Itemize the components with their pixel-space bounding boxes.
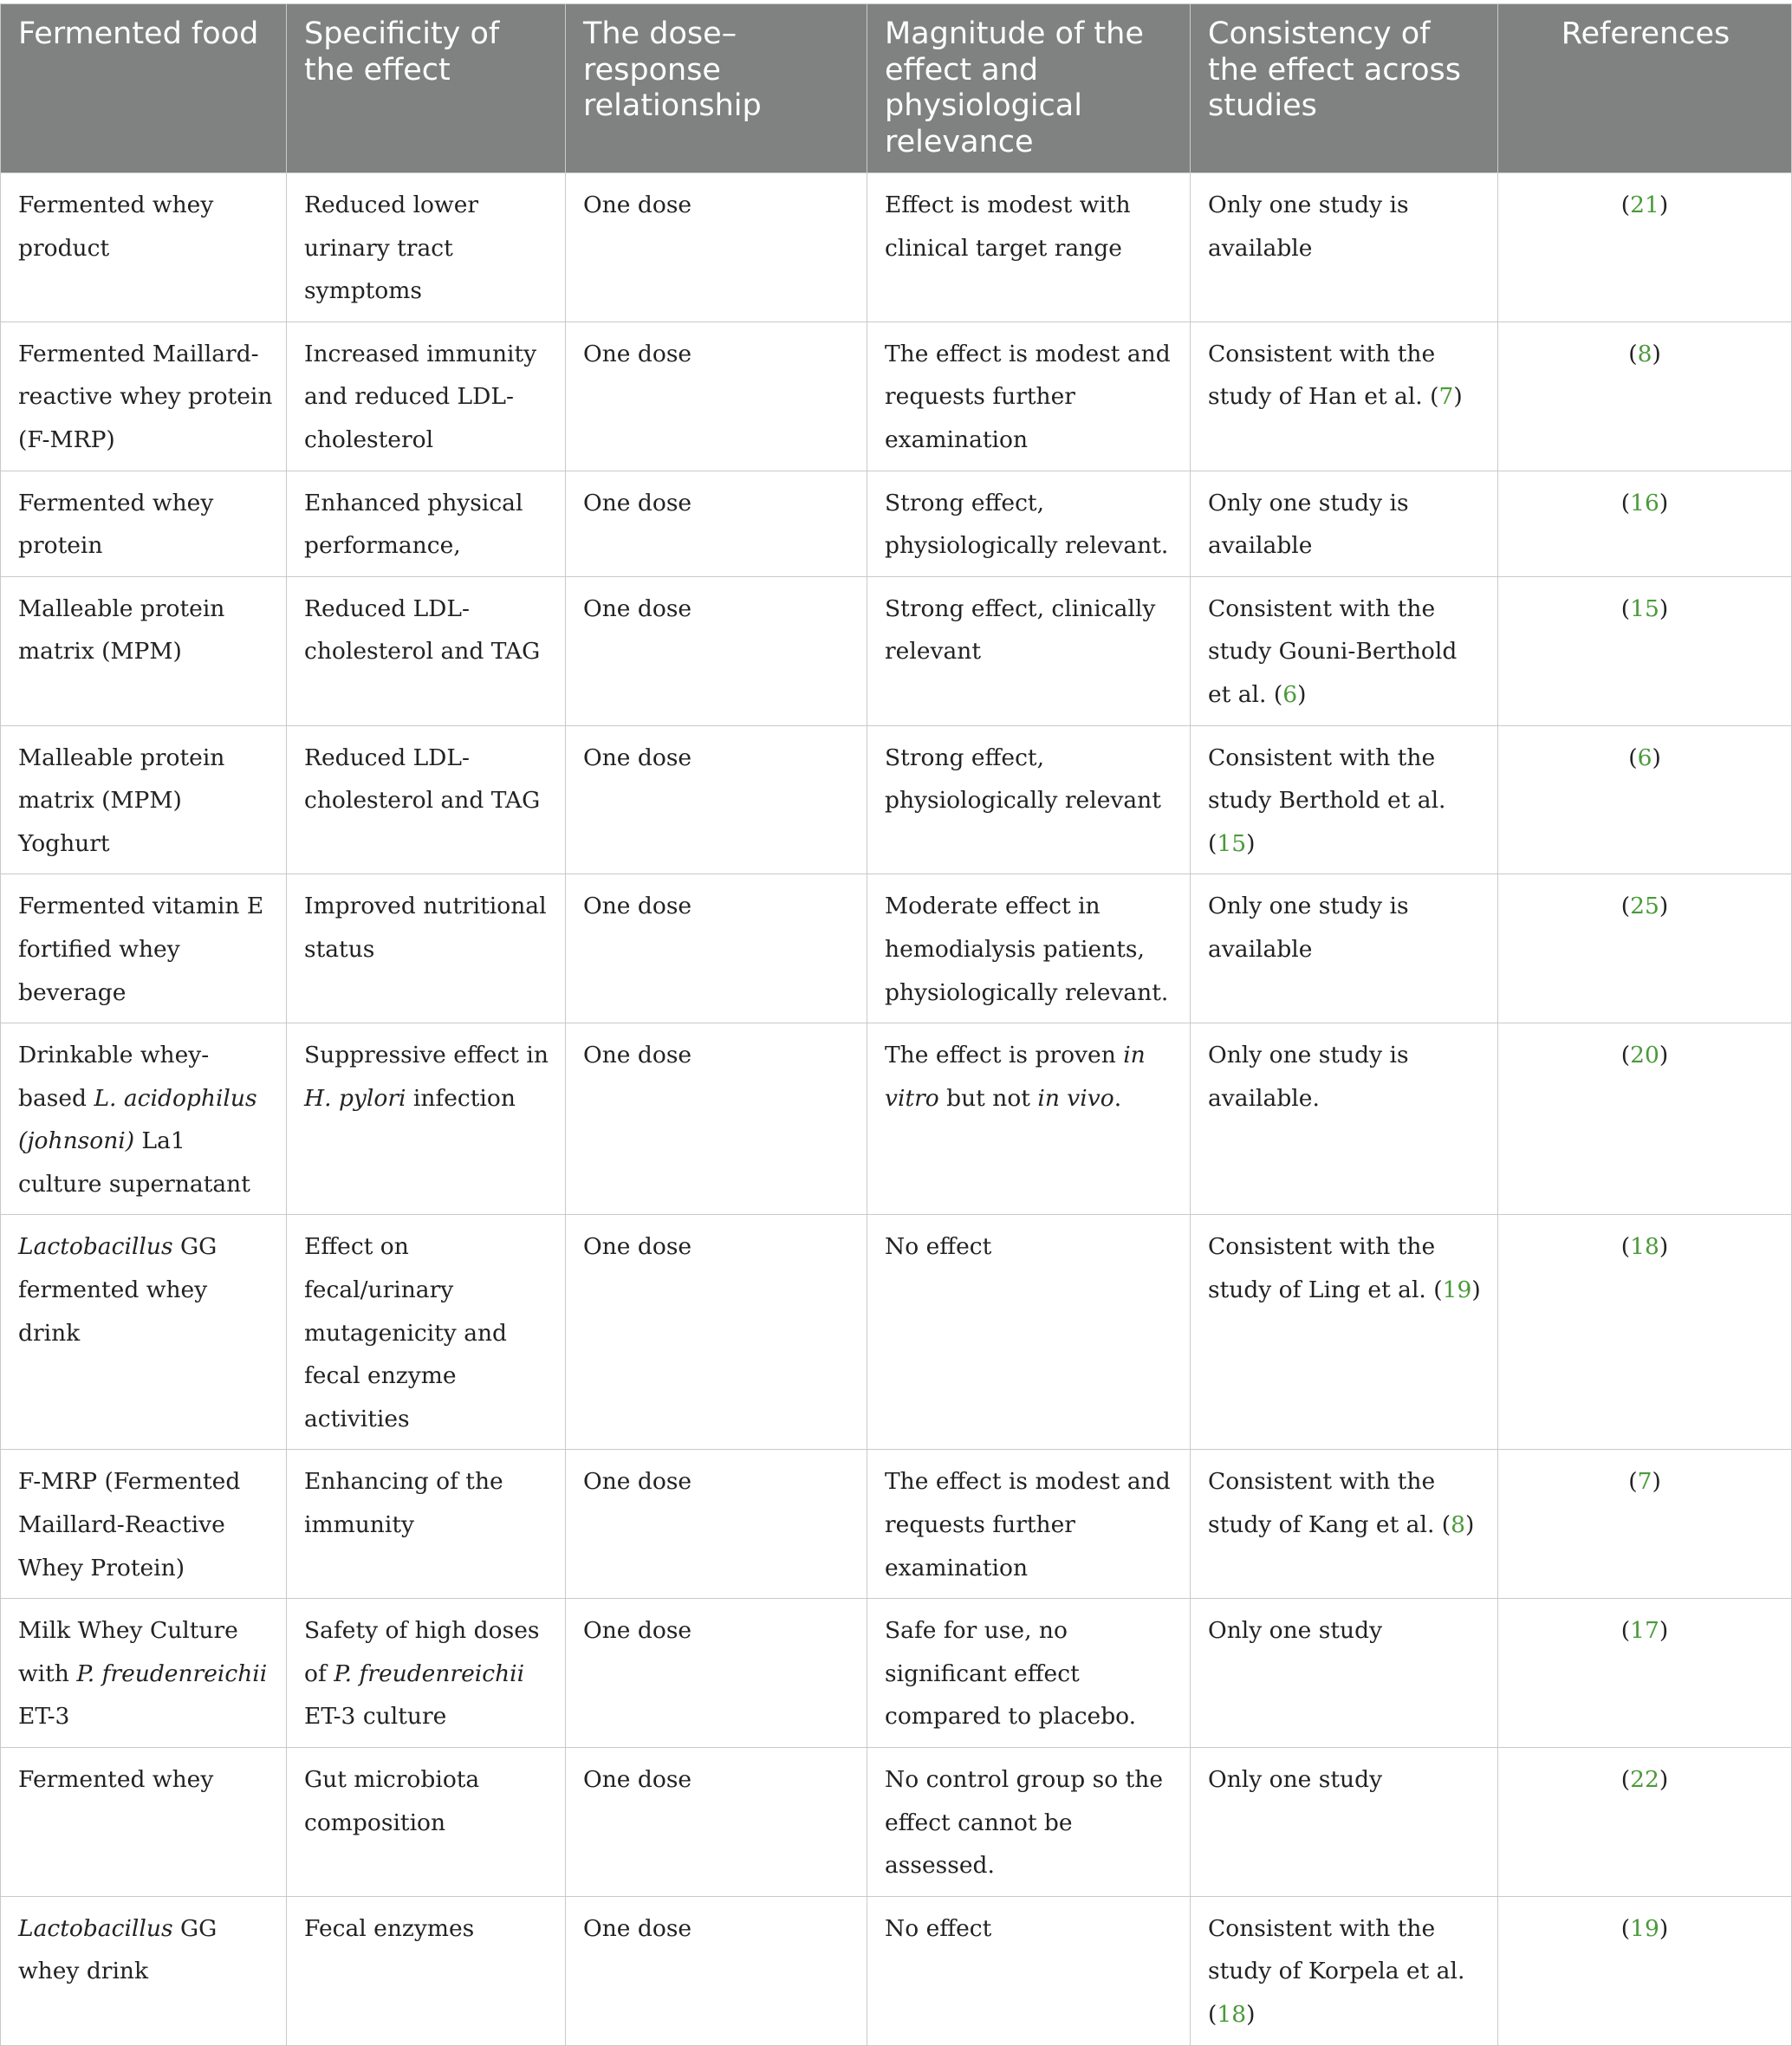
cell-references bbox=[1498, 322, 1792, 471]
cell-references bbox=[1498, 576, 1792, 725]
cell-magnitude bbox=[867, 1215, 1191, 1450]
cell-dose-response bbox=[566, 1023, 867, 1215]
citation-link[interactable]: 19 bbox=[1442, 1276, 1472, 1304]
cell-text: One dose bbox=[583, 1233, 692, 1261]
cell-text: ) bbox=[1659, 489, 1669, 516]
citation-link[interactable]: 25 bbox=[1630, 893, 1659, 920]
cell-text: Reduced LDL-cholesterol and TAG bbox=[304, 744, 541, 815]
cell-text: ) bbox=[1297, 680, 1307, 708]
cell-text: The effect is proven bbox=[885, 1042, 1124, 1069]
italic-text: H. pylori bbox=[304, 1084, 406, 1112]
header-specificity: Specificity of the effect bbox=[287, 4, 566, 173]
cell-text: Malleable protein matrix (MPM) Yoghurt bbox=[18, 744, 225, 857]
citation-link[interactable]: 22 bbox=[1630, 1766, 1659, 1793]
cell-text: ( bbox=[1620, 594, 1631, 622]
cell-text: Fecal enzymes bbox=[304, 1914, 475, 1942]
cell-specificity bbox=[287, 576, 566, 725]
cell-references bbox=[1498, 471, 1792, 576]
citation-link[interactable]: 17 bbox=[1630, 1617, 1659, 1645]
cell-text: One dose bbox=[583, 744, 692, 771]
cell-dose-response bbox=[566, 725, 867, 874]
cell-fermented-food bbox=[1, 725, 287, 874]
cell-text: Only one study is available. bbox=[1208, 1042, 1409, 1112]
cell-text: Drinkable whey-based bbox=[18, 1042, 210, 1112]
table-body bbox=[1, 173, 1792, 2046]
table-row bbox=[1, 173, 1792, 322]
cell-fermented-food bbox=[1, 1748, 287, 1897]
cell-text: Strong effect, physiologically relevant bbox=[885, 744, 1161, 815]
table-row bbox=[1, 1215, 1792, 1450]
cell-text: ) bbox=[1659, 1042, 1669, 1069]
cell-text: ( bbox=[1628, 340, 1638, 367]
cell-text: One dose bbox=[583, 1617, 692, 1645]
citation-link[interactable]: 7 bbox=[1637, 1468, 1652, 1496]
cell-dose-response bbox=[566, 173, 867, 322]
cell-text: ( bbox=[1620, 489, 1631, 516]
table-row bbox=[1, 1023, 1792, 1215]
evidence-table bbox=[0, 3, 1792, 2046]
cell-text: . bbox=[1114, 1084, 1122, 1112]
cell-fermented-food bbox=[1, 874, 287, 1023]
table-row bbox=[1, 1896, 1792, 2045]
cell-consistency bbox=[1191, 471, 1498, 576]
cell-text: ) bbox=[1659, 1233, 1669, 1261]
cell-text: One dose bbox=[583, 1042, 692, 1069]
cell-text: Improved nutritional status bbox=[304, 893, 547, 963]
cell-text: ET-3 culture bbox=[304, 1703, 447, 1731]
cell-fermented-food bbox=[1, 1599, 287, 1748]
cell-text: Consistent with the study of Kang et al. ( bbox=[1208, 1468, 1451, 1539]
table-row bbox=[1, 874, 1792, 1023]
citation-link[interactable]: 18 bbox=[1217, 2000, 1247, 2028]
cell-text: ( bbox=[1620, 1042, 1631, 1069]
cell-dose-response bbox=[566, 576, 867, 725]
cell-dose-response bbox=[566, 471, 867, 576]
cell-text: One dose bbox=[583, 340, 692, 367]
cell-consistency bbox=[1191, 725, 1498, 874]
citation-link[interactable]: 8 bbox=[1451, 1511, 1466, 1539]
cell-magnitude bbox=[867, 874, 1191, 1023]
cell-references bbox=[1498, 1450, 1792, 1599]
cell-text: The effect is modest and requests further examination bbox=[885, 340, 1171, 453]
cell-references bbox=[1498, 173, 1792, 322]
cell-consistency bbox=[1191, 1023, 1498, 1215]
cell-text: F-MRP (Fermented Maillard-Reactive Whey Protein) bbox=[18, 1468, 241, 1582]
cell-consistency bbox=[1191, 1215, 1498, 1450]
cell-fermented-food bbox=[1, 322, 287, 471]
cell-dose-response bbox=[566, 322, 867, 471]
cell-specificity bbox=[287, 1450, 566, 1599]
cell-text: GG fermented whey drink bbox=[18, 1233, 218, 1347]
header-magnitude: Magnitude of the effect and physiological relevance bbox=[867, 4, 1191, 173]
citation-link[interactable]: 19 bbox=[1630, 1914, 1659, 1942]
cell-magnitude bbox=[867, 1599, 1191, 1748]
cell-text: Only one study bbox=[1208, 1766, 1383, 1793]
cell-text: GG whey drink bbox=[18, 1914, 218, 1985]
cell-text: No effect bbox=[885, 1233, 992, 1261]
table-row bbox=[1, 471, 1792, 576]
cell-text: ) bbox=[1246, 829, 1256, 857]
cell-references bbox=[1498, 725, 1792, 874]
cell-magnitude bbox=[867, 471, 1191, 576]
cell-fermented-food bbox=[1, 1450, 287, 1599]
cell-text: Consistent with the study Gouni-Berthold et al. ( bbox=[1208, 594, 1458, 708]
cell-magnitude bbox=[867, 1896, 1191, 2045]
cell-text: Consistent with the study of Korpela et al. ( bbox=[1208, 1914, 1465, 2028]
cell-text: Fermented whey product bbox=[18, 192, 214, 262]
citation-link[interactable]: 6 bbox=[1637, 744, 1652, 771]
cell-consistency bbox=[1191, 1450, 1498, 1599]
cell-specificity bbox=[287, 173, 566, 322]
cell-dose-response bbox=[566, 874, 867, 1023]
header-row bbox=[1, 4, 1792, 173]
cell-consistency bbox=[1191, 1748, 1498, 1897]
header-consistency: Consistency of the effect across studies bbox=[1191, 4, 1498, 173]
citation-link[interactable]: 6 bbox=[1282, 680, 1298, 708]
cell-specificity bbox=[287, 1599, 566, 1748]
cell-text: No effect bbox=[885, 1914, 992, 1942]
cell-text: but not bbox=[938, 1084, 1038, 1112]
cell-consistency bbox=[1191, 322, 1498, 471]
cell-text: ( bbox=[1628, 1468, 1638, 1496]
citation-link[interactable]: 7 bbox=[1438, 383, 1454, 411]
cell-text: ) bbox=[1659, 192, 1669, 218]
cell-magnitude bbox=[867, 725, 1191, 874]
cell-text: infection bbox=[406, 1084, 516, 1112]
cell-text: ) bbox=[1659, 1766, 1669, 1793]
citation-link[interactable]: 16 bbox=[1630, 489, 1659, 516]
cell-text: ) bbox=[1652, 1468, 1661, 1496]
cell-text: Fermented vitamin E fortified whey beverage bbox=[18, 893, 264, 1006]
cell-references bbox=[1498, 1599, 1792, 1748]
cell-text: Enhanced physical performance, bbox=[304, 489, 523, 560]
cell-text: No control group so the effect cannot be assessed. bbox=[885, 1766, 1164, 1880]
cell-references bbox=[1498, 1023, 1792, 1215]
cell-fermented-food bbox=[1, 471, 287, 576]
citation-link[interactable]: 20 bbox=[1630, 1042, 1659, 1069]
cell-specificity bbox=[287, 874, 566, 1023]
citation-link[interactable]: 21 bbox=[1630, 192, 1659, 218]
cell-dose-response bbox=[566, 1748, 867, 1897]
cell-magnitude bbox=[867, 1748, 1191, 1897]
cell-text: Enhancing of the immunity bbox=[304, 1468, 503, 1539]
cell-magnitude bbox=[867, 173, 1191, 322]
table-row bbox=[1, 1748, 1792, 1897]
cell-references bbox=[1498, 1748, 1792, 1897]
cell-text: ) bbox=[1453, 383, 1463, 411]
citation-link[interactable]: 18 bbox=[1630, 1233, 1659, 1261]
cell-text: One dose bbox=[583, 1914, 692, 1942]
table-row bbox=[1, 725, 1792, 874]
cell-text: Only one study is available bbox=[1208, 192, 1409, 262]
cell-magnitude bbox=[867, 1023, 1191, 1215]
cell-text: ) bbox=[1652, 744, 1661, 771]
cell-text: Strong effect, physiologically relevant. bbox=[885, 489, 1169, 560]
cell-text: One dose bbox=[583, 489, 692, 516]
cell-text: ( bbox=[1620, 1766, 1631, 1793]
cell-text: Consistent with the study of Han et al. ( bbox=[1208, 340, 1439, 411]
cell-text: Fermented whey bbox=[18, 1766, 214, 1793]
cell-specificity bbox=[287, 1215, 566, 1450]
italic-text: P. freudenreichii bbox=[334, 1660, 525, 1687]
italic-text: Lactobacillus bbox=[18, 1914, 173, 1942]
cell-references bbox=[1498, 1896, 1792, 2045]
cell-specificity bbox=[287, 322, 566, 471]
cell-text: Fermented Maillard-reactive whey protein (F-MRP) bbox=[18, 340, 273, 453]
cell-text: ) bbox=[1465, 1511, 1475, 1539]
table-row bbox=[1, 576, 1792, 725]
cell-text: Only one study bbox=[1208, 1617, 1383, 1645]
table-row bbox=[1, 1450, 1792, 1599]
table-row bbox=[1, 322, 1792, 471]
italic-text: L. acidophilus (johnsoni) bbox=[18, 1084, 257, 1155]
cell-text: ) bbox=[1659, 893, 1669, 920]
cell-text: Increased immunity and reduced LDL-cholesterol bbox=[304, 340, 537, 453]
cell-text: Only one study is available bbox=[1208, 893, 1409, 963]
cell-text: Consistent with the study of Ling et al. ( bbox=[1208, 1233, 1443, 1304]
header-fermented-food: Fermented food bbox=[1, 4, 287, 173]
cell-text: Strong effect, clinically relevant bbox=[885, 594, 1156, 666]
cell-fermented-food bbox=[1, 173, 287, 322]
cell-text: ( bbox=[1620, 192, 1631, 218]
cell-text: Malleable protein matrix (MPM) bbox=[18, 594, 225, 666]
cell-fermented-food bbox=[1, 1215, 287, 1450]
cell-text: One dose bbox=[583, 192, 692, 218]
cell-references bbox=[1498, 1215, 1792, 1450]
cell-text: La1 culture supernatant bbox=[18, 1127, 250, 1198]
cell-dose-response bbox=[566, 1215, 867, 1450]
cell-dose-response bbox=[566, 1599, 867, 1748]
cell-text: Reduced LDL-cholesterol and TAG bbox=[304, 594, 541, 666]
cell-magnitude bbox=[867, 576, 1191, 725]
cell-magnitude bbox=[867, 322, 1191, 471]
cell-text: Reduced lower urinary tract symptoms bbox=[304, 192, 479, 305]
cell-text: ) bbox=[1471, 1276, 1481, 1304]
header-dose-response: The dose–response relationship bbox=[566, 4, 867, 173]
cell-specificity bbox=[287, 1023, 566, 1215]
cell-text: One dose bbox=[583, 893, 692, 920]
cell-specificity bbox=[287, 725, 566, 874]
cell-text: ) bbox=[1659, 1914, 1669, 1942]
cell-fermented-food bbox=[1, 576, 287, 725]
cell-text: ( bbox=[1628, 744, 1638, 771]
cell-text: Consistent with the study Berthold et al. ( bbox=[1208, 744, 1446, 857]
cell-text: One dose bbox=[583, 1468, 692, 1496]
cell-text: ( bbox=[1620, 1617, 1631, 1645]
cell-specificity bbox=[287, 1748, 566, 1897]
cell-dose-response bbox=[566, 1450, 867, 1599]
cell-dose-response bbox=[566, 1896, 867, 2045]
cell-text: Effect on fecal/urinary mutagenicity and fecal enzyme activities bbox=[304, 1233, 508, 1432]
cell-text: Suppressive effect in bbox=[304, 1042, 549, 1069]
italic-text: Lactobacillus bbox=[18, 1233, 173, 1261]
citation-link[interactable]: 15 bbox=[1217, 829, 1247, 857]
cell-text: ET-3 bbox=[18, 1703, 70, 1731]
citation-link[interactable]: 8 bbox=[1637, 340, 1652, 367]
cell-text: Milk Whey Culture with bbox=[18, 1617, 238, 1687]
cell-text: ( bbox=[1620, 1914, 1631, 1942]
cell-text: Gut microbiota composition bbox=[304, 1766, 480, 1836]
header-references: References bbox=[1498, 4, 1792, 173]
cell-text: Fermented whey protein bbox=[18, 489, 214, 560]
cell-references bbox=[1498, 874, 1792, 1023]
cell-text: One dose bbox=[583, 594, 692, 622]
cell-text: One dose bbox=[583, 1766, 692, 1793]
italic-text: in vivo bbox=[1037, 1084, 1114, 1112]
cell-consistency bbox=[1191, 1599, 1498, 1748]
cell-specificity bbox=[287, 471, 566, 576]
cell-consistency bbox=[1191, 173, 1498, 322]
cell-text: ) bbox=[1659, 1617, 1669, 1645]
cell-text: ) bbox=[1246, 2000, 1256, 2028]
cell-fermented-food bbox=[1, 1023, 287, 1215]
cell-consistency bbox=[1191, 576, 1498, 725]
cell-text: Effect is modest with clinical target range bbox=[885, 192, 1131, 262]
cell-specificity bbox=[287, 1896, 566, 2045]
cell-text: Safety of high doses of bbox=[304, 1617, 540, 1687]
cell-text: ( bbox=[1620, 893, 1631, 920]
table-row bbox=[1, 1599, 1792, 1748]
cell-fermented-food bbox=[1, 1896, 287, 2045]
cell-text: Safe for use, no significant effect compared to placebo. bbox=[885, 1617, 1137, 1731]
citation-link[interactable]: 15 bbox=[1630, 594, 1659, 622]
cell-text: ) bbox=[1652, 340, 1661, 367]
cell-text: ) bbox=[1659, 594, 1669, 622]
cell-text: Moderate effect in hemodialysis patients, physiologically relevant. bbox=[885, 893, 1169, 1006]
cell-text: ( bbox=[1620, 1233, 1631, 1261]
cell-consistency bbox=[1191, 874, 1498, 1023]
cell-magnitude bbox=[867, 1450, 1191, 1599]
italic-text: P. freudenreichii bbox=[76, 1660, 268, 1687]
cell-text: The effect is modest and requests further examination bbox=[885, 1468, 1171, 1582]
cell-consistency bbox=[1191, 1896, 1498, 2045]
cell-text: Only one study is available bbox=[1208, 489, 1409, 560]
italic-text: in vitro bbox=[885, 1042, 1146, 1112]
